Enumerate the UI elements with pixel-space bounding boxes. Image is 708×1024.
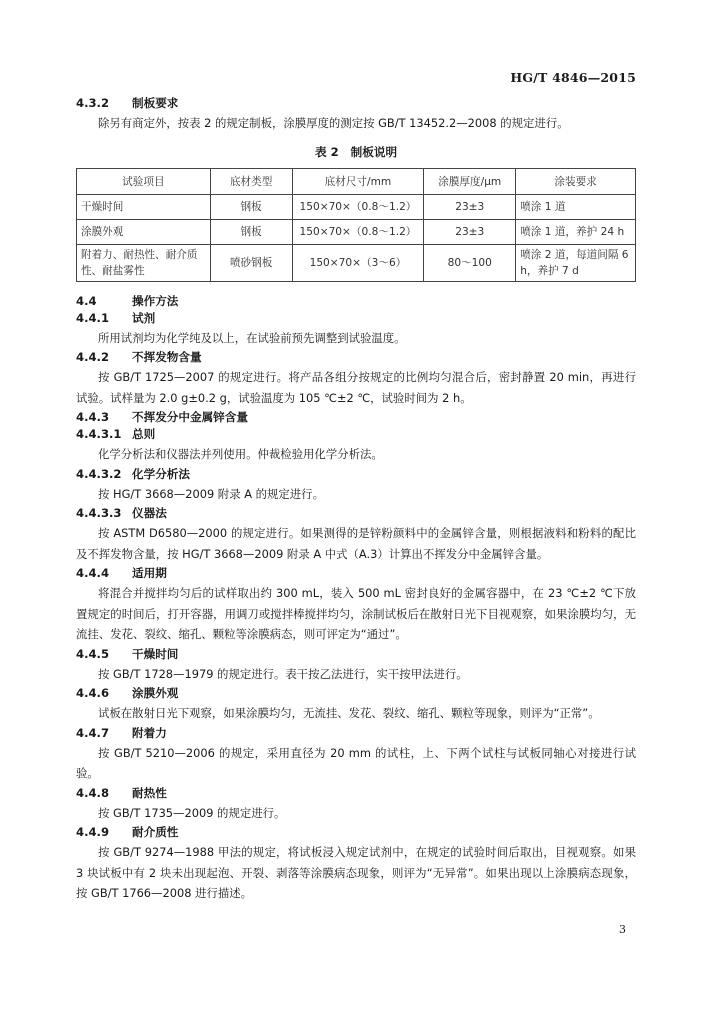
section-title: 不挥发物含量 [132,350,202,364]
section-4-4-8-heading [76,786,636,801]
table-cell: 23±3 [424,194,516,219]
table-cell: 喷砂钢板 [210,244,292,281]
section-number: 4.4.3.1 [76,427,122,441]
section-number: 4.4.3.2 [76,466,122,481]
section-number: 4.4.4 [76,566,110,580]
section-4-4-3-3-heading [76,506,636,521]
section-4-4-2-text: 按 GB/T 1725—2007 的规定进行。将产品各组分按规定的比例均匀混合后，密封静置 20 min，再进行试验。试样量为 2.0 g±0.2 g，试验温度为 105 ℃±2 ℃，试验时间为 2 h。 [76,370,636,405]
table-cell: 150×70×（3～6） [292,244,424,281]
table-cell: 附着力、耐热性、耐介质性、耐盐雾性 [77,244,211,281]
table-cell: 喷涂 1 道，养护 24 h [516,219,636,244]
section-4-4-1-text: 所用试剂均为化学纯及以上，在试验前预先调整到试验温度。 [98,330,406,345]
section-title: 适用期 [132,566,167,580]
section-number: 4.4.6 [76,686,110,700]
section-4-4-1-heading [76,311,636,326]
table-cell: 150×70×（0.8～1.2） [292,194,424,219]
section-title: 涂膜外观 [132,686,179,700]
table-cell: 喷涂 1 道 [516,194,636,219]
section-number: 4.4.5 [76,646,110,661]
table-row [77,244,636,281]
section-title: 仪器法 [132,506,167,520]
section-4-4-4-text: 将混合并搅拌均匀后的试样取出约 300 mL，装入 500 mL 密封良好的金属容器中，在 23 ℃±2 ℃下放置规定的时间后，打开容器，用调刀或搅拌棒搅拌均匀，涂制试板后在散射日光下目视观察，如果涂膜均匀，无流挂、发花、裂纹、缩孔、颗粒等涂膜病态，则可评定为“通过”。 [76,586,636,641]
section-4-4-5-text: 按 GB/T 1728—1979 的规定进行。表干按乙法进行，实干按甲法进行。 [98,666,468,681]
section-4-4-3-heading [76,410,636,425]
section-number: 4.4.2 [76,350,110,364]
section-title: 附着力 [132,725,167,740]
section-4-4-6-heading [76,686,636,701]
section-4-4-9-heading [76,825,636,840]
table-label: 表 2 [314,144,339,159]
section-number: 4.4.1 [76,310,110,325]
section-title: 制板要求 [132,96,179,110]
header-cell: 底材尺寸/mm [292,168,424,194]
section-number: 4.4 [76,293,97,308]
section-number: 4.4.8 [76,785,110,800]
header-cell: 涂装要求 [516,168,636,194]
page-number: 3 [619,923,626,936]
section-4-4-3-1-text: 化学分析法和仪器法并列使用。仲裁检验用化学分析法。 [98,447,383,461]
table-cell: 涂膜外观 [77,219,211,244]
panel-preparation-table [76,168,636,282]
section-number: 4.4.9 [76,825,110,839]
header-cell: 涂膜厚度/μm [424,168,516,194]
section-4-4-3-3-text: 按 ASTM D6580—2000 的规定进行。如果测得的是锌粉颜料中的金属锌含量，则根据液料和粉料的配比及不挥发物含量，按 HG/T 3668—2009 附录 A 中式（A.3）计算出不挥发分中金属锌含量。 [76,526,636,561]
section-4-4-9-text: 按 GB/T 9274—1988 甲法的规定，将试板浸入规定试剂中，在规定的试验时间后取出，目视观察。如果 3 块试板中有 2 块未出现起泡、开裂、剥落等涂膜病态现象，则评为“无异常”。如果出现以上涂膜病态现象，按 GB/T 1766—2008 进行描述。 [76,845,636,900]
section-number: 4.4.7 [76,725,110,740]
section-4-4-8-text: 按 GB/T 1735—2009 的规定进行。 [98,805,286,820]
table-cell: 钢板 [210,219,292,244]
section-title: 耐热性 [132,785,167,800]
header-cell: 试验项目 [77,168,211,194]
table-title: 制板说明 [350,144,398,159]
table-row [77,194,636,219]
section-4-4-2-heading [76,350,636,365]
section-4-4-heading [76,294,636,309]
header-cell: 底材类型 [210,168,292,194]
section-4-4-3-2-text: 按 HG/T 3668—2009 附录 A 的规定进行。 [98,486,324,501]
table-cell: 150×70×（0.8～1.2） [292,219,424,244]
section-4-4-7-text: 按 GB/T 5210—2006 的规定，采用直径为 20 mm 的试柱，上、下两个试柱与试板同轴心对接进行试验。 [76,745,636,780]
section-title: 试剂 [132,310,156,325]
table-cell: 80～100 [424,244,516,281]
section-number: 4.4.3.3 [76,506,122,520]
section-title: 干燥时间 [132,646,179,661]
table-cell: 干燥时间 [77,194,211,219]
section-4-3-2-heading [76,96,636,111]
section-title: 化学分析法 [132,466,190,481]
section-title: 操作方法 [132,293,179,308]
table-cell: 23±3 [424,219,516,244]
section-number: 4.4.3 [76,410,110,424]
section-title: 不挥发分中金属锌含量 [132,410,248,424]
table-cell: 钢板 [210,194,292,219]
table-header-row [77,168,636,194]
section-4-4-4-heading [76,566,636,581]
section-4-4-5-heading [76,647,636,662]
section-4-3-2-text: 除另有商定外，按表 2 的规定制板，涂膜厚度的测定按 GB/T 13452.2—2008 的规定进行。 [98,116,569,130]
table-cell: 喷涂 2 道，每道间隔 6 h，养护 7 d [516,244,636,281]
document-body [76,94,636,905]
section-4-4-7-heading [76,726,636,741]
section-4-4-3-2-heading [76,467,636,482]
table-row [77,219,636,244]
section-title: 耐介质性 [132,825,179,839]
standard-code: HG/T 4846—2015 [510,70,636,85]
section-number: 4.3.2 [76,96,110,110]
table-2-caption [76,144,636,160]
section-4-4-6-text: 试板在散射日光下观察，如果涂膜均匀，无流挂、发花、裂纹、缩孔、颗粒等现象，则评为“正常”。 [98,706,600,720]
section-4-4-3-1-heading [76,427,636,442]
section-title: 总则 [132,427,156,441]
